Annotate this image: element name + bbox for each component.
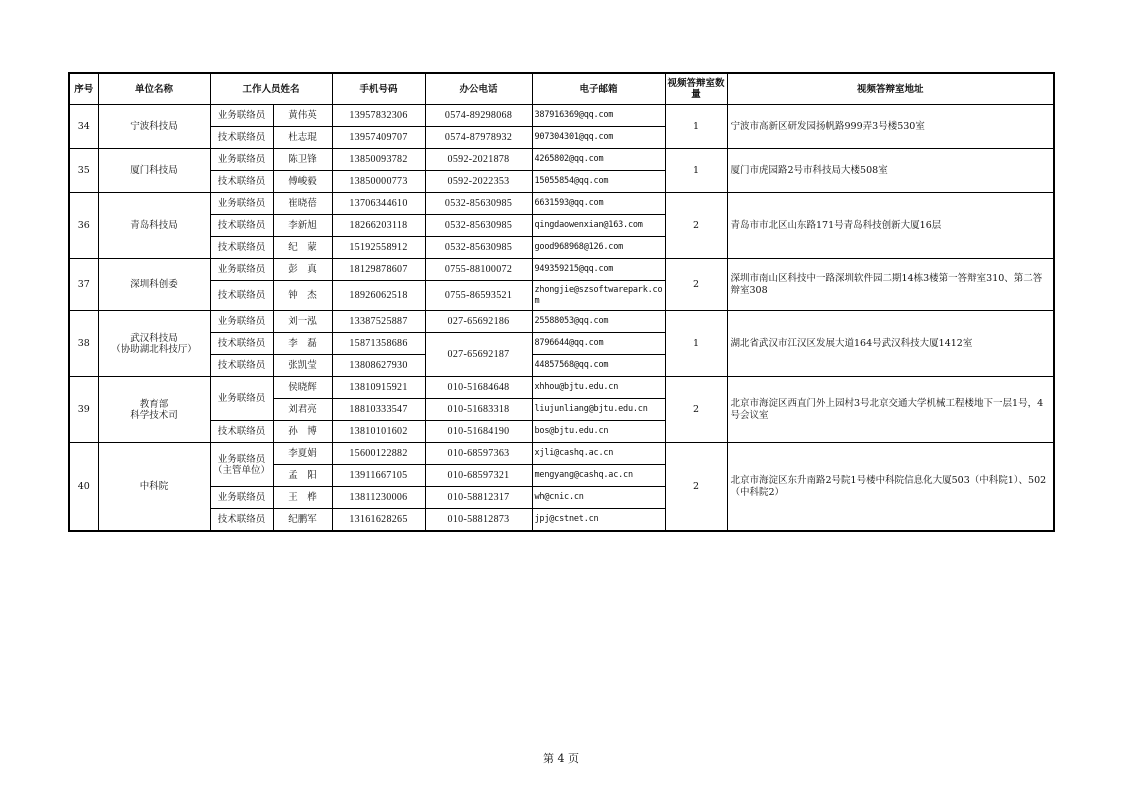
seq-cell: 39 — [69, 377, 98, 443]
role-cell: 技术联络员 — [210, 355, 273, 377]
mobile-cell: 18129878607 — [332, 259, 425, 281]
room-count-cell: 2 — [665, 259, 727, 311]
mobile-cell: 15871358686 — [332, 333, 425, 355]
header-staff: 工作人员姓名 — [210, 73, 332, 105]
role-cell: 业务联络员 — [210, 193, 273, 215]
room-address-cell: 北京市海淀区西直门外上园村3号北京交通大学机械工程楼地下一层1号，4号会议室 — [727, 377, 1054, 443]
phone-cell: 010-58812873 — [425, 509, 532, 532]
table-row — [69, 443, 1054, 465]
phone-cell: 0592-2022353 — [425, 171, 532, 193]
phone-cell: 0755-88100072 — [425, 259, 532, 281]
email-cell: 387916369@qq.com — [532, 105, 665, 127]
phone-cell: 010-51684190 — [425, 421, 532, 443]
unit-cell: 厦门科技局 — [98, 149, 210, 193]
mobile-cell: 15600122882 — [332, 443, 425, 465]
email-cell: jpj@cstnet.cn — [532, 509, 665, 532]
mobile-cell: 13811230006 — [332, 487, 425, 509]
name-cell: 彭 真 — [273, 259, 332, 281]
email-cell: zhongjie@szsoftwarepark.com — [532, 281, 665, 311]
phone-cell: 027-65692187 — [425, 333, 532, 377]
name-cell: 侯晓辉 — [273, 377, 332, 399]
name-cell: 李 磊 — [273, 333, 332, 355]
role-cell: 业务联络员 — [210, 259, 273, 281]
room-address-cell: 青岛市市北区山东路171号青岛科技创新大厦16层 — [727, 193, 1054, 259]
email-cell: bos@bjtu.edu.cn — [532, 421, 665, 443]
mobile-cell: 13850093782 — [332, 149, 425, 171]
role-cell: 技术联络员 — [210, 215, 273, 237]
phone-cell: 010-68597363 — [425, 443, 532, 465]
email-cell: qingdaowenxian@163.com — [532, 215, 665, 237]
seq-cell: 38 — [69, 311, 98, 377]
name-cell: 崔晓蓓 — [273, 193, 332, 215]
unit-subname: （协助湖北科技厅） — [111, 343, 197, 355]
contact-table-sheet — [68, 72, 1053, 532]
phone-cell: 0532-85630985 — [425, 215, 532, 237]
unit-name: 武汉科技局 — [130, 332, 178, 344]
mobile-cell: 13911667105 — [332, 465, 425, 487]
room-address-cell: 深圳市南山区科技中一路深圳软件园二期14栋3楼第一答辩室310、第二答辩室308 — [727, 259, 1054, 311]
phone-cell: 010-51684648 — [425, 377, 532, 399]
mobile-cell: 15192558912 — [332, 237, 425, 259]
name-cell: 孟 阳 — [273, 465, 332, 487]
mobile-cell: 13957832306 — [332, 105, 425, 127]
role-cell: 业务联络员 — [210, 105, 273, 127]
mobile-cell: 13706344610 — [332, 193, 425, 215]
name-cell: 张凯莹 — [273, 355, 332, 377]
unit-name: 教育部 — [139, 398, 169, 410]
room-count-cell: 1 — [665, 149, 727, 193]
email-cell: xhhou@bjtu.edu.cn — [532, 377, 665, 399]
room-address-cell: 宁波市高新区研发园扬帆路999弄3号楼530室 — [727, 105, 1054, 149]
name-cell: 钟 杰 — [273, 281, 332, 311]
role-cell: 技术联络员 — [210, 237, 273, 259]
header-room-address: 视频答辩室地址 — [727, 73, 1054, 105]
unit-subname: 科学技术司 — [130, 409, 178, 421]
name-cell: 傅峻毅 — [273, 171, 332, 193]
header-unit: 单位名称 — [98, 73, 210, 105]
contact-table — [68, 72, 1055, 532]
room-count-cell: 2 — [665, 443, 727, 532]
phone-cell: 0574-89298068 — [425, 105, 532, 127]
role-cell: 业务联络员 — [210, 487, 273, 509]
email-cell: 15055854@qq.com — [532, 171, 665, 193]
phone-cell: 027-65692186 — [425, 311, 532, 333]
email-cell: 44857568@qq.com — [532, 355, 665, 377]
role-cell: 技术联络员 — [210, 281, 273, 311]
role-cell: 业务联络员 — [210, 377, 273, 421]
room-count-cell: 1 — [665, 105, 727, 149]
phone-cell: 010-58812317 — [425, 487, 532, 509]
room-count-cell: 2 — [665, 377, 727, 443]
name-cell: 李夏娟 — [273, 443, 332, 465]
header-office-phone: 办公电话 — [425, 73, 532, 105]
mobile-cell: 13957409707 — [332, 127, 425, 149]
header-row — [69, 73, 1054, 105]
email-cell: liujunliang@bjtu.edu.cn — [532, 399, 665, 421]
role-cell: 技术联络员 — [210, 171, 273, 193]
name-cell: 纪鹏军 — [273, 509, 332, 532]
name-cell: 杜志琨 — [273, 127, 332, 149]
mobile-cell: 18266203118 — [332, 215, 425, 237]
header-email: 电子邮箱 — [532, 73, 665, 105]
unit-cell: 宁波科技局 — [98, 105, 210, 149]
role-cell: 技术联络员 — [210, 333, 273, 355]
email-cell: 8796644@qq.com — [532, 333, 665, 355]
email-cell: 949359215@qq.com — [532, 259, 665, 281]
name-cell: 纪 蒙 — [273, 237, 332, 259]
role-cell — [210, 443, 273, 487]
role-subname: （主管单位） — [212, 464, 270, 476]
unit-cell: 中科院 — [98, 443, 210, 532]
name-cell: 李新旭 — [273, 215, 332, 237]
mobile-cell: 13808627930 — [332, 355, 425, 377]
role-cell: 技术联络员 — [210, 509, 273, 532]
table-row — [69, 105, 1054, 127]
role-name: 业务联络员 — [217, 453, 266, 465]
seq-cell: 36 — [69, 193, 98, 259]
table-row — [69, 193, 1054, 215]
mobile-cell: 18810333547 — [332, 399, 425, 421]
phone-cell: 0532-85630985 — [425, 193, 532, 215]
email-cell: 6631593@qq.com — [532, 193, 665, 215]
mobile-cell: 18926062518 — [332, 281, 425, 311]
mobile-cell: 13850000773 — [332, 171, 425, 193]
role-cell: 业务联络员 — [210, 311, 273, 333]
table-row — [69, 311, 1054, 333]
header-room-count: 视频答辩室数量 — [665, 73, 727, 105]
unit-cell: 青岛科技局 — [98, 193, 210, 259]
mobile-cell: 13810101602 — [332, 421, 425, 443]
seq-cell: 40 — [69, 443, 98, 532]
table-row — [69, 377, 1054, 399]
email-cell: wh@cnic.cn — [532, 487, 665, 509]
table-row — [69, 259, 1054, 281]
phone-cell: 010-51683318 — [425, 399, 532, 421]
email-cell: xjli@cashq.ac.cn — [532, 443, 665, 465]
phone-cell: 0592-2021878 — [425, 149, 532, 171]
email-cell: 4265802@qq.com — [532, 149, 665, 171]
room-count-cell: 2 — [665, 193, 727, 259]
seq-cell: 37 — [69, 259, 98, 311]
header-seq: 序号 — [69, 73, 98, 105]
phone-cell: 010-68597321 — [425, 465, 532, 487]
role-cell: 技术联络员 — [210, 127, 273, 149]
room-address-cell: 北京市海淀区东升南路2号院1号楼中科院信息化大厦503（中科院1）、502（中科院2） — [727, 443, 1054, 532]
name-cell: 陈卫锋 — [273, 149, 332, 171]
phone-cell: 0755-86593521 — [425, 281, 532, 311]
mobile-cell: 13161628265 — [332, 509, 425, 532]
unit-cell — [98, 377, 210, 443]
room-address-cell: 湖北省武汉市江汉区发展大道164号武汉科技大厦1412室 — [727, 311, 1054, 377]
role-cell: 业务联络员 — [210, 149, 273, 171]
phone-cell: 0532-85630985 — [425, 237, 532, 259]
phone-cell: 0574-87978932 — [425, 127, 532, 149]
email-cell: 907304301@qq.com — [532, 127, 665, 149]
table-row — [69, 149, 1054, 171]
room-count-cell: 1 — [665, 311, 727, 377]
name-cell: 刘君亮 — [273, 399, 332, 421]
unit-cell: 深圳科创委 — [98, 259, 210, 311]
name-cell: 黄伟英 — [273, 105, 332, 127]
email-cell: mengyang@cashq.ac.cn — [532, 465, 665, 487]
mobile-cell: 13810915921 — [332, 377, 425, 399]
email-cell: good968968@126.com — [532, 237, 665, 259]
role-cell: 技术联络员 — [210, 421, 273, 443]
name-cell: 孙 博 — [273, 421, 332, 443]
room-address-cell: 厦门市虎园路2号市科技局大楼508室 — [727, 149, 1054, 193]
seq-cell: 35 — [69, 149, 98, 193]
email-cell: 25588053@qq.com — [532, 311, 665, 333]
mobile-cell: 13387525887 — [332, 311, 425, 333]
name-cell: 王 桦 — [273, 487, 332, 509]
unit-cell — [98, 311, 210, 377]
name-cell: 刘一泓 — [273, 311, 332, 333]
page-number: 第 4 页 — [543, 752, 579, 765]
header-mobile: 手机号码 — [332, 73, 425, 105]
seq-cell: 34 — [69, 105, 98, 149]
